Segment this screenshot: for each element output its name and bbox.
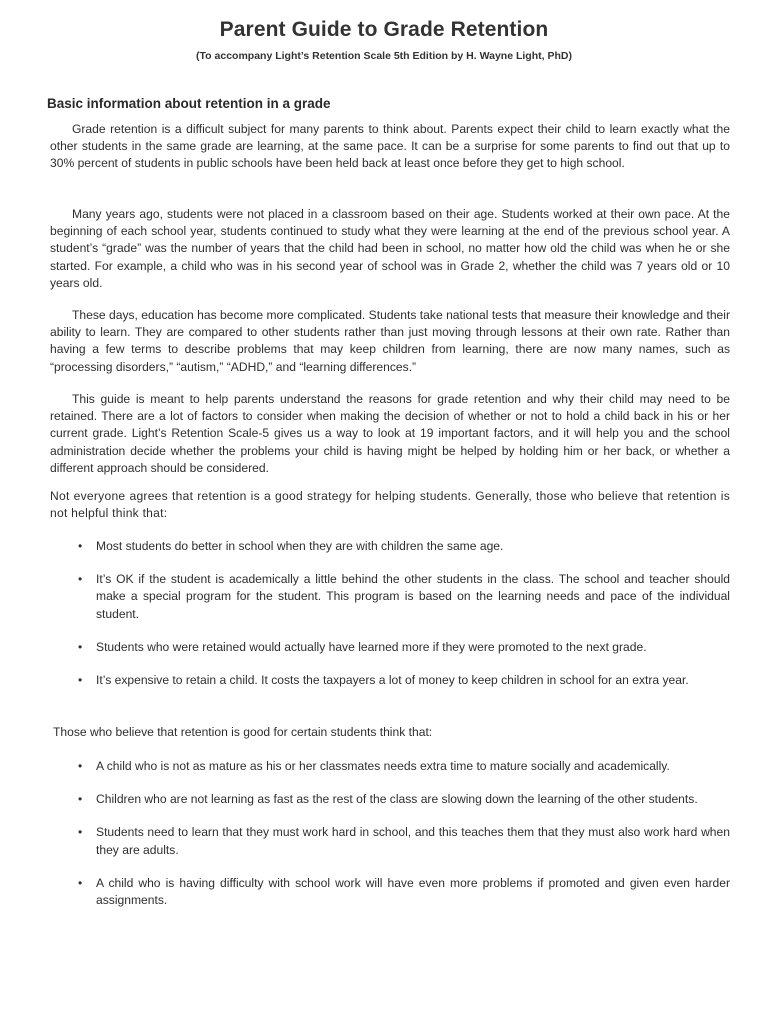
list-item-text: A child who is having difficulty with school work will have even more problems if promoted and given even harder assignments. [96, 875, 730, 908]
bullet-icon: • [78, 673, 83, 688]
list-item [78, 538, 730, 555]
paragraph-4: This guide is meant to help parents understand the reasons for grade retention and why their child may need to be retained. There are a lot of factors to consider when making the decision of whether or not to hold a child back in his or her current grade. Light’s Retention Scale-5 gives us a way to look at 19 important factors, and it will help you and the school administration decide whether the problems your child is having might be helped by holding him or her back, or whether a different approach should be considered. [50, 392, 730, 475]
bullet-icon: • [78, 759, 83, 773]
section-heading: Basic information about retention in a grade [47, 96, 331, 111]
list-item-text: A child who is not as mature as his or her classmates needs extra time to mature socially and academically. [96, 759, 670, 773]
for-intro: Those who believe that retention is good for certain students think that: [53, 725, 433, 739]
bullet-icon: • [78, 572, 83, 587]
list-item [78, 639, 730, 656]
paragraph-3: These days, education has become more complicated. Students take national tests that measure their knowledge and their ability to learn. They are compared to other students rather than just moving through lessons at their own rate. Rather than having a few terms to describe problems that may keep children from learning, there are now many names, such as “processing disorders,” “autism,” “ADHD,” and “learning differences.” [50, 308, 730, 374]
document-title: Parent Guide to Grade Retention [219, 18, 549, 41]
against-list [78, 538, 730, 705]
bullet-icon: • [78, 792, 83, 807]
list-item-text: Most students do better in school when they are with children the same age. [96, 539, 504, 553]
against-intro: Not everyone agrees that retention is a good strategy for helping students. Generally, those who believe that retention is not helpful think that: [50, 489, 730, 521]
bullet-icon: • [78, 825, 83, 840]
list-item [78, 875, 730, 909]
document-subtitle: (To accompany Light’s Retention Scale 5th Edition by H. Wayne Light, PhD) [196, 50, 572, 62]
list-item-text: Students need to learn that they must work hard in school, and this teaches them that they must also work hard when they are adults. [96, 825, 730, 857]
list-item-text: It’s OK if the student is academically a little behind the other students in the class. The school and teacher should make a special program for the student. This program is based on the learning needs and pace of the individual student. [96, 572, 730, 621]
list-item [78, 824, 730, 858]
list-item-text: It’s expensive to retain a child. It costs the taxpayers a lot of money to keep children in school for an extra year. [96, 673, 689, 688]
list-item-text: Children who are not learning as fast as the rest of the class are slowing down the learning of the other students. [96, 792, 698, 807]
list-item-text: Students who were retained would actually have learned more if they were promoted to the next grade. [96, 639, 647, 654]
bullet-icon: • [78, 639, 83, 654]
paragraph-2: Many years ago, students were not placed in a classroom based on their age. Students worked at their own pace. At the beginning of each school year, students continued to study what they were learning at the end of the previous school year. A student’s “grade” was the number of years that the child had been in school, no matter how old the child was when he or she started. For example, a child who was in his second year of school was in Grade 2, whether the child was 7 years old or 10 years old. [50, 207, 730, 290]
bullet-icon: • [78, 539, 83, 553]
list-item [78, 758, 730, 775]
list-item [78, 791, 730, 808]
bullet-icon: • [78, 875, 83, 890]
list-item [78, 672, 730, 689]
paragraph-1: Grade retention is a difficult subject for many parents to think about. Parents expect their child to learn exactly what the other students in the same grade are learning, at the same pace. It can be a surprise for some parents to find out that up to 30% percent of students in public schools have been held back at least once before they get to high school. [50, 122, 730, 171]
for-list [78, 758, 730, 925]
list-item [78, 571, 730, 623]
